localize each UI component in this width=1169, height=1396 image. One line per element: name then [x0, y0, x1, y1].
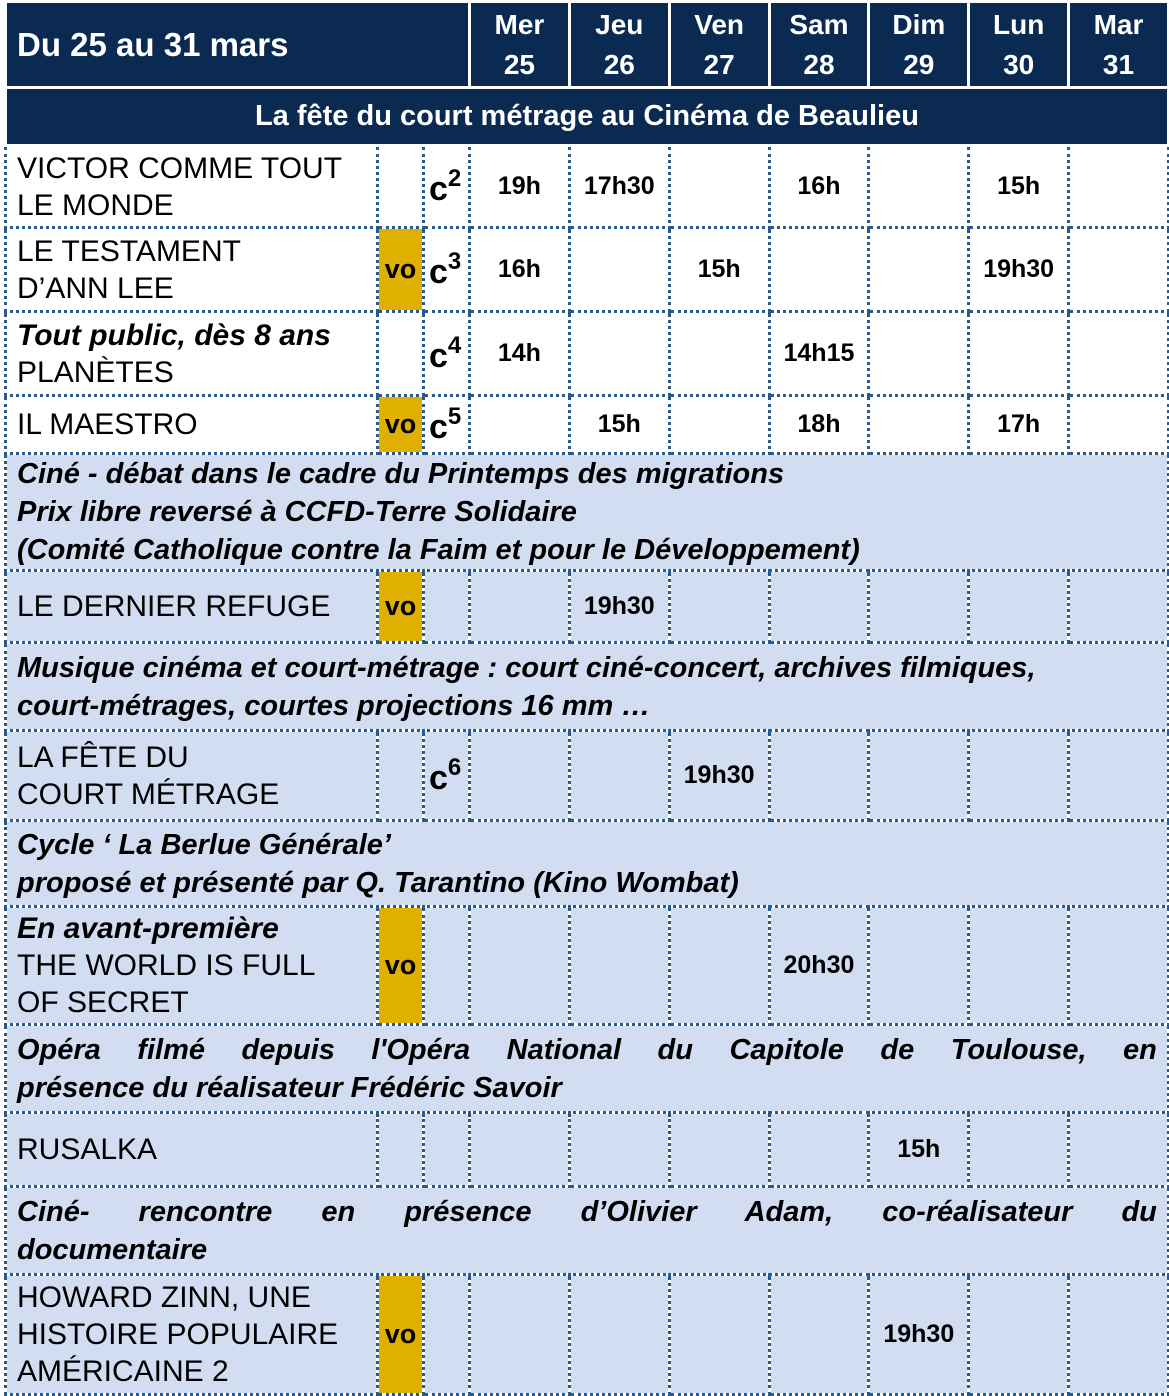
age-class-cell: $c^4$ [424, 312, 470, 396]
showtime-cell [1069, 1113, 1169, 1187]
showtime-cell [869, 396, 969, 454]
vo-cell [378, 312, 424, 396]
vo-badge: vo [378, 396, 424, 454]
film-row [6, 731, 1169, 821]
film-title: RUSALKA [6, 1113, 378, 1187]
showtime-cell [669, 146, 769, 228]
vo-badge: vo [378, 907, 424, 1025]
vo-badge: vo [378, 1275, 424, 1395]
showtime-cell: 18h [769, 396, 869, 454]
section-banner: La fête du court métrage au Cinéma de Beaulieu [6, 88, 1169, 146]
showtime-cell [569, 731, 669, 821]
age-class-cell: $c^2$ [424, 146, 470, 228]
showtime-cell [669, 907, 769, 1025]
showtime-cell: 15h [669, 228, 769, 312]
showtime-cell [769, 731, 869, 821]
day-header-dim: Dim 29 [869, 2, 969, 88]
film-title: Tout public, dès 8 ans PLANÈTES [6, 312, 378, 396]
showtime-cell [869, 228, 969, 312]
film-row [6, 312, 1169, 396]
film-row [6, 396, 1169, 454]
showtime-cell [1069, 146, 1169, 228]
age-class-cell [424, 907, 470, 1025]
showtime-cell [869, 146, 969, 228]
showtime-cell [769, 1275, 869, 1395]
day-header-jeu: Jeu 26 [569, 2, 669, 88]
showtime-cell [669, 571, 769, 643]
showtime-cell: 19h30 [969, 228, 1069, 312]
event-note: Ciné- rencontre en présence d’Olivier Adam, co-réalisateur du documentaire [6, 1187, 1169, 1275]
vo-badge: vo [378, 228, 424, 312]
film-title: IL MAESTRO [6, 396, 378, 454]
film-row [6, 571, 1169, 643]
film-row [6, 1275, 1169, 1395]
showtime-cell: 16h [470, 228, 570, 312]
showtime-cell [470, 1275, 570, 1395]
showtime-cell [470, 396, 570, 454]
showtime-cell [470, 1113, 570, 1187]
showtime-cell [669, 396, 769, 454]
showtime-cell [969, 907, 1069, 1025]
event-note: Musique cinéma et court-métrage : court ciné-concert, archives filmiques, court-métrages, courtes projections 16 mm … [6, 643, 1169, 731]
age-class-cell: $c^3$ [424, 228, 470, 312]
showtime-cell: 19h30 [569, 571, 669, 643]
showtime-cell [769, 228, 869, 312]
showtime-cell [1069, 312, 1169, 396]
event-note: Cycle ‘ La Berlue Générale’ proposé et présenté par Q. Tarantino (Kino Wombat) [6, 821, 1169, 907]
showtime-cell [969, 1275, 1069, 1395]
film-title: En avant-première THE WORLD IS FULL OF SECRET [6, 907, 378, 1025]
showtime-cell [769, 1113, 869, 1187]
showtime-cell [969, 571, 1069, 643]
age-class-cell: $c^5$ [424, 396, 470, 454]
showtime-cell: 19h [470, 146, 570, 228]
film-title: HOWARD ZINN, UNE HISTOIRE POPULAIRE AMÉRICAINE 2 [6, 1275, 378, 1395]
day-header-sam: Sam 28 [769, 2, 869, 88]
showtime-cell: 19h30 [669, 731, 769, 821]
showtime-cell [969, 1113, 1069, 1187]
date-range-title: Du 25 au 31 mars [6, 2, 470, 88]
showtime-cell [669, 1113, 769, 1187]
event-note-row [6, 454, 1169, 571]
showtime-cell [869, 907, 969, 1025]
header-row [6, 2, 1169, 88]
showtime-cell [1069, 396, 1169, 454]
showtime-cell [1069, 571, 1169, 643]
showtime-cell [969, 312, 1069, 396]
showtime-cell: 17h30 [569, 146, 669, 228]
showtime-cell: 16h [769, 146, 869, 228]
event-note: Ciné - débat dans le cadre du Printemps des migrations Prix libre reversé à CCFD-Terre Solidaire (Comité Catholique contre la Faim et pour le Développement) [6, 454, 1169, 571]
schedule-table [4, 0, 1169, 1396]
showtime-cell [869, 731, 969, 821]
film-title: LA FÊTE DU COURT MÉTRAGE [6, 731, 378, 821]
banner-row [6, 88, 1169, 146]
event-note-row [6, 1025, 1169, 1113]
vo-badge: vo [378, 571, 424, 643]
showtime-cell [569, 228, 669, 312]
showtime-cell [470, 571, 570, 643]
vo-cell [378, 731, 424, 821]
showtime-cell [869, 571, 969, 643]
age-class-cell [424, 571, 470, 643]
age-class-cell [424, 1113, 470, 1187]
event-note-row [6, 821, 1169, 907]
day-header-ven: Ven 27 [669, 2, 769, 88]
showtime-cell: 14h [470, 312, 570, 396]
age-class-cell [424, 1275, 470, 1395]
event-note-row [6, 1187, 1169, 1275]
film-row [6, 907, 1169, 1025]
day-header-mar: Mar 31 [1069, 2, 1169, 88]
film-row [6, 228, 1169, 312]
showtime-cell [969, 731, 1069, 821]
showtime-cell: 15h [569, 396, 669, 454]
showtime-cell: 14h15 [769, 312, 869, 396]
event-note-row [6, 643, 1169, 731]
showtime-cell [569, 312, 669, 396]
showtime-cell: 15h [969, 146, 1069, 228]
film-row [6, 146, 1169, 228]
showtime-cell [1069, 731, 1169, 821]
showtime-cell [470, 731, 570, 821]
showtime-cell [669, 312, 769, 396]
showtime-cell [470, 907, 570, 1025]
film-row [6, 1113, 1169, 1187]
day-header-lun: Lun 30 [969, 2, 1069, 88]
showtime-cell [1069, 907, 1169, 1025]
film-title: VICTOR COMME TOUT LE MONDE [6, 146, 378, 228]
showtime-cell: 15h [869, 1113, 969, 1187]
showtime-cell [669, 1275, 769, 1395]
showtime-cell: 20h30 [769, 907, 869, 1025]
showtime-cell [569, 1113, 669, 1187]
vo-cell [378, 146, 424, 228]
film-note: En avant-première [17, 912, 279, 945]
event-note: Opéra filmé depuis l'Opéra National du Capitole de Toulouse, en présence du réalisateur Frédéric Savoir [6, 1025, 1169, 1113]
showtime-cell [1069, 1275, 1169, 1395]
day-header-mer: Mer 25 [470, 2, 570, 88]
film-title: LE TESTAMENT D’ANN LEE [6, 228, 378, 312]
film-note: Tout public, dès 8 ans [17, 318, 331, 352]
showtime-cell [569, 907, 669, 1025]
vo-cell [378, 1113, 424, 1187]
showtime-cell [569, 1275, 669, 1395]
showtime-cell [769, 571, 869, 643]
showtime-cell: 17h [969, 396, 1069, 454]
age-class-cell: $c^6$ [424, 731, 470, 821]
showtime-cell: 19h30 [869, 1275, 969, 1395]
film-title: LE DERNIER REFUGE [6, 571, 378, 643]
showtime-cell [869, 312, 969, 396]
showtime-cell [1069, 228, 1169, 312]
